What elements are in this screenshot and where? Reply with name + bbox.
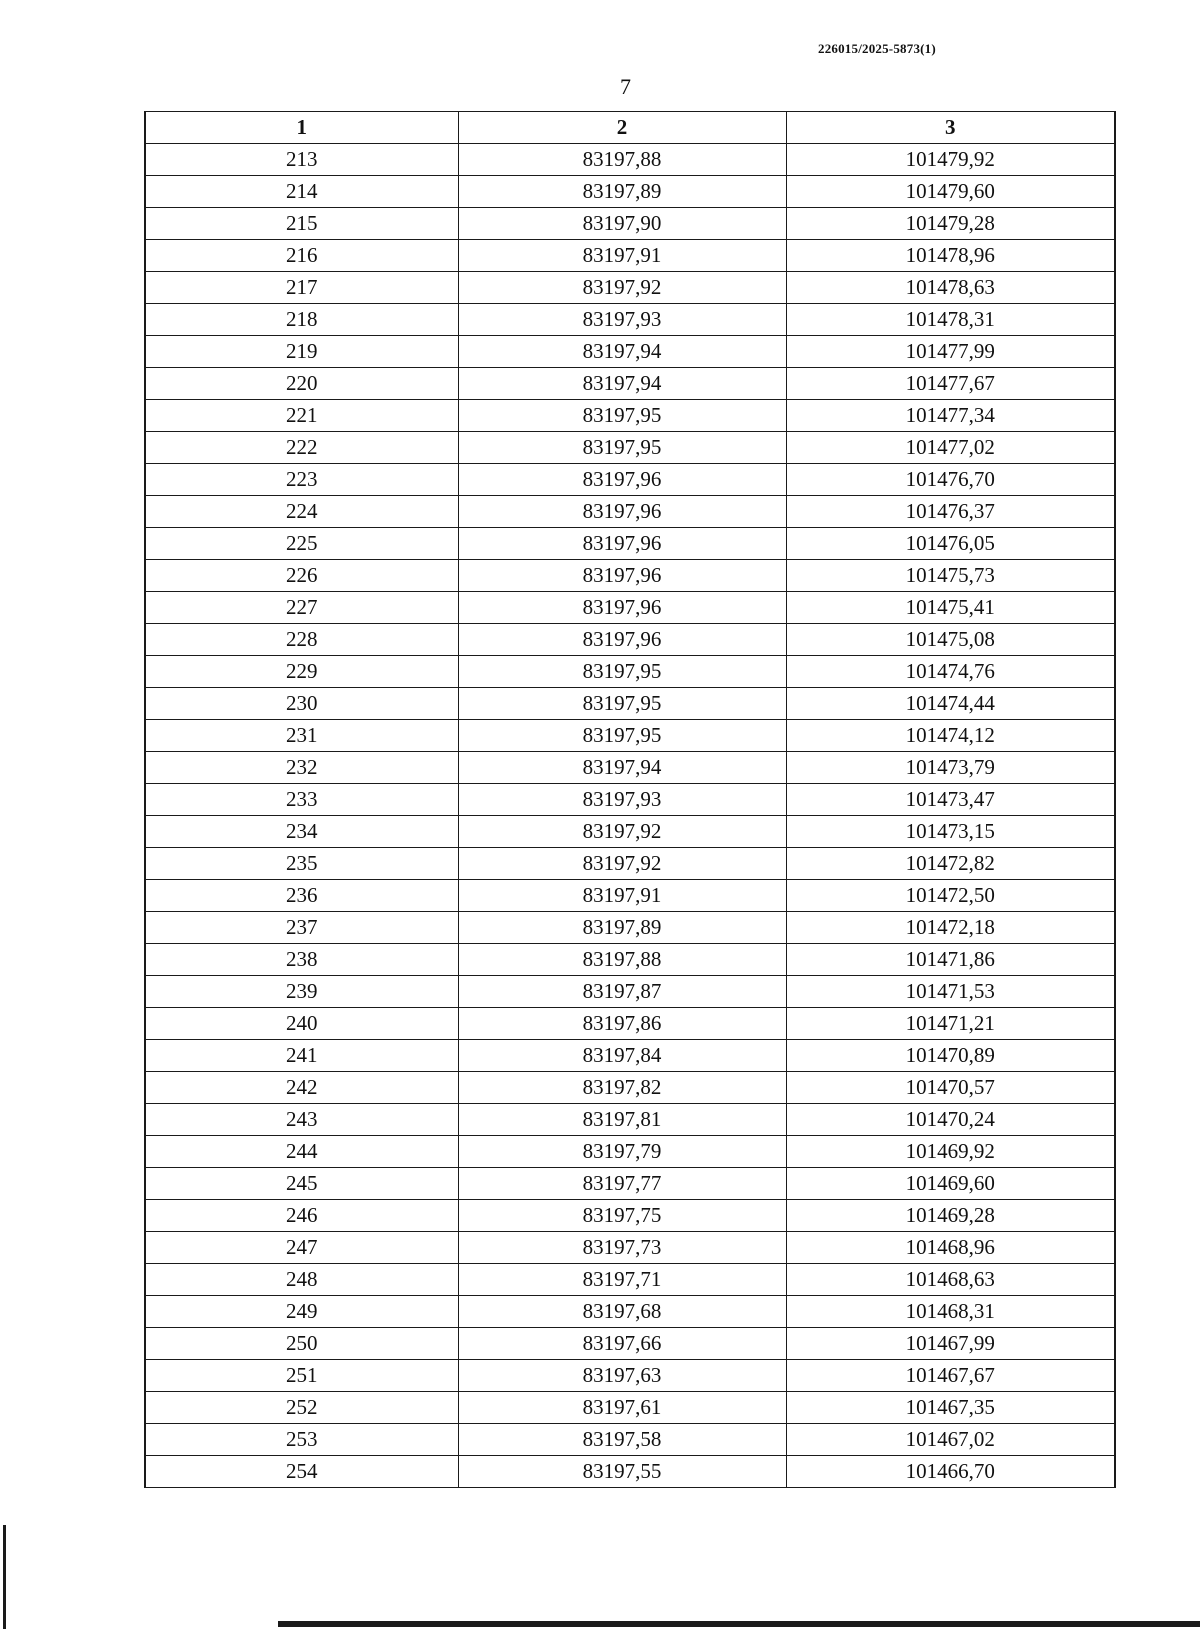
table-cell: 101467,02 [786,1424,1115,1456]
table-cell: 101466,70 [786,1456,1115,1488]
table-cell: 101477,02 [786,432,1115,464]
table-cell: 101470,89 [786,1040,1115,1072]
table-cell: 83197,95 [458,656,786,688]
table-cell: 101472,18 [786,912,1115,944]
table-cell: 224 [145,496,458,528]
table-cell: 234 [145,816,458,848]
table-cell: 101478,31 [786,304,1115,336]
table-row [145,368,1115,400]
table-row [145,1392,1115,1424]
table-cell: 239 [145,976,458,1008]
table-cell: 101472,50 [786,880,1115,912]
table-row [145,944,1115,976]
table-cell: 83197,95 [458,688,786,720]
table-header-row [145,112,1115,144]
table-cell: 101469,28 [786,1200,1115,1232]
table-cell: 83197,89 [458,912,786,944]
table-cell: 83197,90 [458,208,786,240]
table-cell: 246 [145,1200,458,1232]
table-cell: 101474,12 [786,720,1115,752]
table-cell: 83197,81 [458,1104,786,1136]
table-cell: 83197,71 [458,1264,786,1296]
table-row [145,848,1115,880]
table-cell: 254 [145,1456,458,1488]
table-cell: 101468,96 [786,1232,1115,1264]
table-cell: 220 [145,368,458,400]
table-row [145,816,1115,848]
table-row [145,1168,1115,1200]
table-cell: 83197,93 [458,784,786,816]
table-cell: 83197,96 [458,496,786,528]
table-cell: 83197,88 [458,144,786,176]
table-cell: 250 [145,1328,458,1360]
table-row [145,208,1115,240]
table-cell: 83197,79 [458,1136,786,1168]
table-cell: 83197,86 [458,1008,786,1040]
table-row [145,1360,1115,1392]
table-cell: 101467,35 [786,1392,1115,1424]
table-row [145,464,1115,496]
table-cell: 251 [145,1360,458,1392]
table-row [145,1264,1115,1296]
table-cell: 83197,92 [458,272,786,304]
table-cell: 83197,94 [458,752,786,784]
table-cell: 83197,87 [458,976,786,1008]
table-cell: 216 [145,240,458,272]
table-cell: 240 [145,1008,458,1040]
table-row [145,976,1115,1008]
table-row [145,592,1115,624]
table-cell: 222 [145,432,458,464]
table-cell: 101468,31 [786,1296,1115,1328]
table-cell: 232 [145,752,458,784]
table-row [145,144,1115,176]
table-cell: 83197,95 [458,720,786,752]
table-cell: 101476,70 [786,464,1115,496]
table-cell: 83197,92 [458,848,786,880]
table-row [145,1328,1115,1360]
table-row [145,1424,1115,1456]
table-row [145,1200,1115,1232]
table-cell: 101471,53 [786,976,1115,1008]
table-row [145,1296,1115,1328]
scan-margin-mark [3,1525,6,1629]
table-cell: 83197,95 [458,400,786,432]
table-cell: 83197,96 [458,560,786,592]
table-cell: 101479,92 [786,144,1115,176]
table-row [145,1104,1115,1136]
table-cell: 83197,94 [458,368,786,400]
table-cell: 244 [145,1136,458,1168]
table-cell: 101476,05 [786,528,1115,560]
table-cell: 101479,60 [786,176,1115,208]
table-row [145,656,1115,688]
table-row [145,880,1115,912]
column-header: 2 [458,112,786,144]
table-cell: 215 [145,208,458,240]
table-cell: 101478,63 [786,272,1115,304]
table-cell: 245 [145,1168,458,1200]
table-cell: 83197,92 [458,816,786,848]
table-cell: 83197,96 [458,528,786,560]
table-cell: 83197,68 [458,1296,786,1328]
table-cell: 228 [145,624,458,656]
table-cell: 83197,82 [458,1072,786,1104]
table-row [145,400,1115,432]
table-cell: 218 [145,304,458,336]
scan-bottom-edge [278,1621,1200,1627]
table-cell: 101475,08 [786,624,1115,656]
table-cell: 83197,55 [458,1456,786,1488]
table-cell: 101477,99 [786,336,1115,368]
table-cell: 231 [145,720,458,752]
table-cell: 101479,28 [786,208,1115,240]
table-row [145,240,1115,272]
table-cell: 248 [145,1264,458,1296]
table-cell: 237 [145,912,458,944]
table-cell: 101475,73 [786,560,1115,592]
table-cell: 83197,96 [458,464,786,496]
document-id: 226015/2025-5873(1) [818,41,936,56]
table-cell: 249 [145,1296,458,1328]
table-cell: 101470,57 [786,1072,1115,1104]
table-row [145,752,1115,784]
page-number: 7 [620,74,631,99]
table-cell: 83197,58 [458,1424,786,1456]
table-cell: 101467,67 [786,1360,1115,1392]
table-row [145,432,1115,464]
table-cell: 101472,82 [786,848,1115,880]
table-cell: 83197,66 [458,1328,786,1360]
table-cell: 221 [145,400,458,432]
table-cell: 83197,73 [458,1232,786,1264]
table-cell: 233 [145,784,458,816]
table-row [145,1008,1115,1040]
table-body [145,144,1115,1488]
table-cell: 101477,67 [786,368,1115,400]
table-cell: 101468,63 [786,1264,1115,1296]
table-cell: 101469,60 [786,1168,1115,1200]
table-cell: 101478,96 [786,240,1115,272]
table-cell: 83197,77 [458,1168,786,1200]
table-row [145,304,1115,336]
table-row [145,496,1115,528]
table-row [145,528,1115,560]
table-cell: 235 [145,848,458,880]
table-cell: 219 [145,336,458,368]
table-cell: 101471,21 [786,1008,1115,1040]
table-cell: 101477,34 [786,400,1115,432]
table-cell: 252 [145,1392,458,1424]
table-cell: 101476,37 [786,496,1115,528]
table-cell: 101474,76 [786,656,1115,688]
coordinates-table [144,111,1116,1488]
table-row [145,624,1115,656]
table-cell: 241 [145,1040,458,1072]
table-row [145,1232,1115,1264]
table-cell: 223 [145,464,458,496]
table-cell: 226 [145,560,458,592]
table-cell: 83197,89 [458,176,786,208]
table-cell: 83197,63 [458,1360,786,1392]
table-cell: 83197,95 [458,432,786,464]
table-row [145,912,1115,944]
table-row [145,1456,1115,1488]
table-row [145,1072,1115,1104]
table-row [145,1136,1115,1168]
table-row [145,336,1115,368]
table-cell: 213 [145,144,458,176]
table-cell: 243 [145,1104,458,1136]
table-cell: 83197,94 [458,336,786,368]
table-cell: 101473,79 [786,752,1115,784]
table-row [145,272,1115,304]
table-cell: 83197,93 [458,304,786,336]
table-cell: 236 [145,880,458,912]
table-cell: 217 [145,272,458,304]
table-cell: 230 [145,688,458,720]
column-header: 3 [786,112,1115,144]
table-cell: 83197,61 [458,1392,786,1424]
table-cell: 101473,15 [786,816,1115,848]
table-cell: 101467,99 [786,1328,1115,1360]
table-cell: 253 [145,1424,458,1456]
table-row [145,784,1115,816]
table-row [145,560,1115,592]
table-cell: 83197,96 [458,592,786,624]
table-cell: 225 [145,528,458,560]
table-cell: 101470,24 [786,1104,1115,1136]
table-cell: 242 [145,1072,458,1104]
table-cell: 247 [145,1232,458,1264]
table-cell: 101471,86 [786,944,1115,976]
table-cell: 83197,88 [458,944,786,976]
table-row [145,688,1115,720]
table-row [145,176,1115,208]
table-cell: 101475,41 [786,592,1115,624]
table-cell: 101473,47 [786,784,1115,816]
column-header: 1 [145,112,458,144]
table-cell: 83197,75 [458,1200,786,1232]
table-cell: 83197,91 [458,880,786,912]
table-cell: 83197,91 [458,240,786,272]
table-cell: 227 [145,592,458,624]
table-row [145,1040,1115,1072]
table-row [145,720,1115,752]
table-cell: 101474,44 [786,688,1115,720]
table-cell: 101469,92 [786,1136,1115,1168]
table-cell: 238 [145,944,458,976]
table-cell: 83197,96 [458,624,786,656]
table-cell: 229 [145,656,458,688]
table-cell: 214 [145,176,458,208]
table-cell: 83197,84 [458,1040,786,1072]
